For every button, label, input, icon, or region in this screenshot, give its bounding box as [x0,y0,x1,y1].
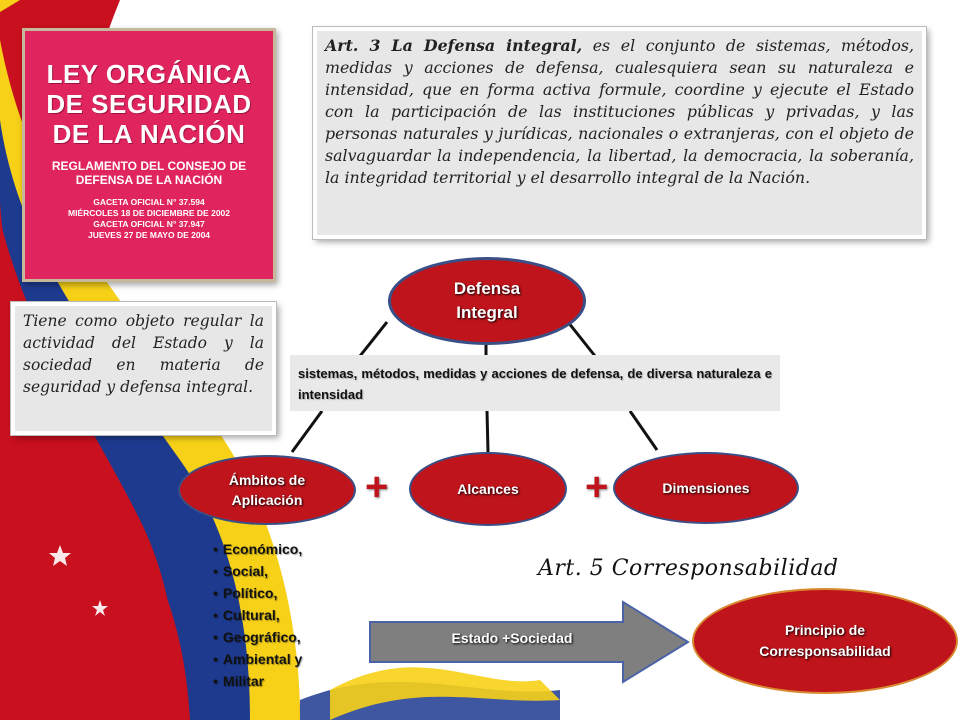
list-item: • Ambiental y [213,648,302,670]
article-3-body: es el conjunto de sistemas, métodos, medidas y acciones de defensa, cualesquiera sean su naturaleza e intensidad, que en forma activa formule, coordine y ejecute el Estado con la participación de las instituciones públicas y privadas, y las personas naturales y jurídicas, nacionales o extranjeras, con el objeto de salvaguardar la independencia, la libertad, la democracia, la soberanía, la integridad territorial y el desarrollo integral de la Nación. [325,36,914,187]
objective-note: Tiene como objeto regular la actividad del Estado y la sociedad en materia de seguridad y defensa integral. [11,302,276,435]
node-alcances: Alcances [409,452,567,526]
book-publication-info [25,197,273,241]
node-ambitos-aplicacion [178,455,356,525]
book-gaceta-1: GACETA OFICIAL N° 37.594 [93,197,205,207]
node-defensa-integral [388,257,586,345]
node-principio-corresponsabilidad [692,588,958,694]
list-item: • Económico, [213,538,302,560]
node-dimensiones: Dimensiones [613,452,799,524]
list-item: • Político, [213,582,302,604]
book-title: LEY ORGÁNICA DE SEGURIDAD DE LA NACIÓN [46,59,252,149]
node-main-line1: Defensa [453,279,521,298]
book-cover-image [22,28,276,282]
article-3-heading: Art. 3 La Defensa integral, [325,36,583,55]
defense-components-box: sistemas, métodos, medidas y acciones de defensa, de diversa naturaleza e intensidad [290,355,780,411]
plus-sign-2: + [585,465,609,509]
article-3-box [313,27,926,239]
article-5-title: Art. 5 Corresponsabilidad [538,556,839,581]
plus-sign-1: + [365,465,389,509]
book-date-1: MIÉRCOLES 18 DE DICIEMBRE DE 2002 [67,208,230,218]
principle-line2: Corresponsabilidad [759,643,891,659]
node-ambitos-line1: Ámbitos de [228,472,306,488]
list-item: • Geográfico, [213,626,302,648]
list-item: • Social, [213,560,302,582]
list-item: • Militar [213,670,302,692]
arrow-label: Estado +Sociedad [451,630,573,646]
book-date-2: JUEVES 27 DE MAYO DE 2004 [87,230,211,240]
book-gaceta-2: GACETA OFICIAL N° 37.947 [93,219,205,229]
principle-line1: Principio de [784,622,866,638]
list-item: • Cultural, [213,604,302,626]
node-ambitos-line2: Aplicación [231,492,303,508]
book-subtitle: REGLAMENTO DEL CONSEJO DE DEFENSA DE LA NACIÓN [51,159,247,187]
ambitos-list [213,538,302,692]
node-main-line2: Integral [456,303,518,322]
